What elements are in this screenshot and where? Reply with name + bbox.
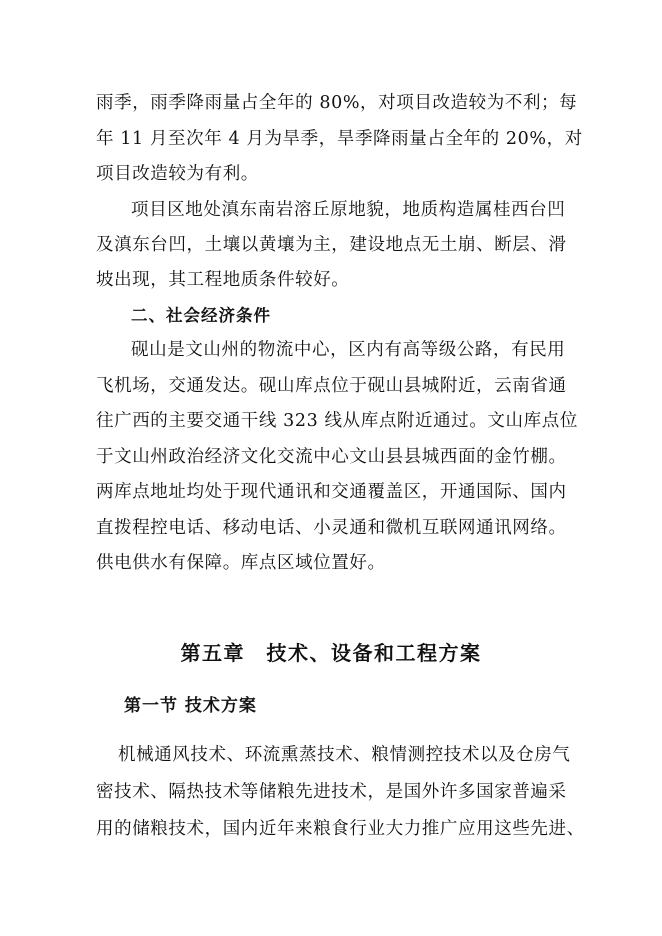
paragraph-1-line-3: 项目改造较为有利。 — [96, 164, 259, 184]
subsection-heading: 第一节 技术方案 — [124, 696, 257, 716]
paragraph-3-line-3: 往广西的主要交通干线 323 线从库点附近通过。文山库点位 — [96, 411, 578, 431]
chapter-heading: 第五章 技术、设备和工程方案 — [180, 641, 482, 665]
paragraph-2-line-1: 项目区地处滇东南岩溶丘原地貌，地质构造属桂西台凹 — [131, 200, 566, 220]
paragraph-3-line-6: 直拨程控电话、移动电话、小灵通和微机互联网通讯网络。 — [96, 518, 567, 538]
paragraph-3-line-7: 供电供水有保障。库点区域位置好。 — [96, 553, 386, 573]
paragraph-1-line-2: 年 11 月至次年 4 月为旱季，旱季降雨量占全年的 20%，对 — [96, 129, 583, 149]
paragraph-3-line-1: 砚山是文山州的物流中心，区内有高等级公路，有民用 — [131, 340, 566, 360]
section-heading: 二、社会经济条件 — [131, 306, 271, 325]
paragraph-3-line-4: 于文山州政治经济文化交流中心文山县县城西面的金竹棚。 — [96, 447, 567, 467]
paragraph-2-line-3: 坡出现，其工程地质条件较好。 — [96, 270, 350, 290]
paragraph-3-line-5: 两库点地址均处于现代通讯和交通覆盖区，开通国际、国内 — [96, 482, 567, 502]
paragraph-4-line-3: 用的储粮技术，国内近年来粮食行业大力推广应用这些先进、 — [96, 819, 585, 839]
paragraph-3-line-2: 飞机场，交通发达。砚山库点位于砚山县城附近，云南省通 — [96, 376, 567, 396]
paragraph-2-line-2: 及滇东台凹，土壤以黄壤为主，建设地点无土崩、断层、滑 — [96, 235, 567, 255]
paragraph-1-line-1: 雨季，雨季降雨量占全年的 80%，对项目改造较为不利；每 — [96, 93, 578, 113]
paragraph-4-line-1: 机械通风技术、环流熏蒸技术、粮情测控技术以及仓房气 — [118, 745, 571, 765]
paragraph-4-line-2: 密技术、隔热技术等储粮先进技术，是国外许多国家普遍采 — [96, 782, 567, 802]
